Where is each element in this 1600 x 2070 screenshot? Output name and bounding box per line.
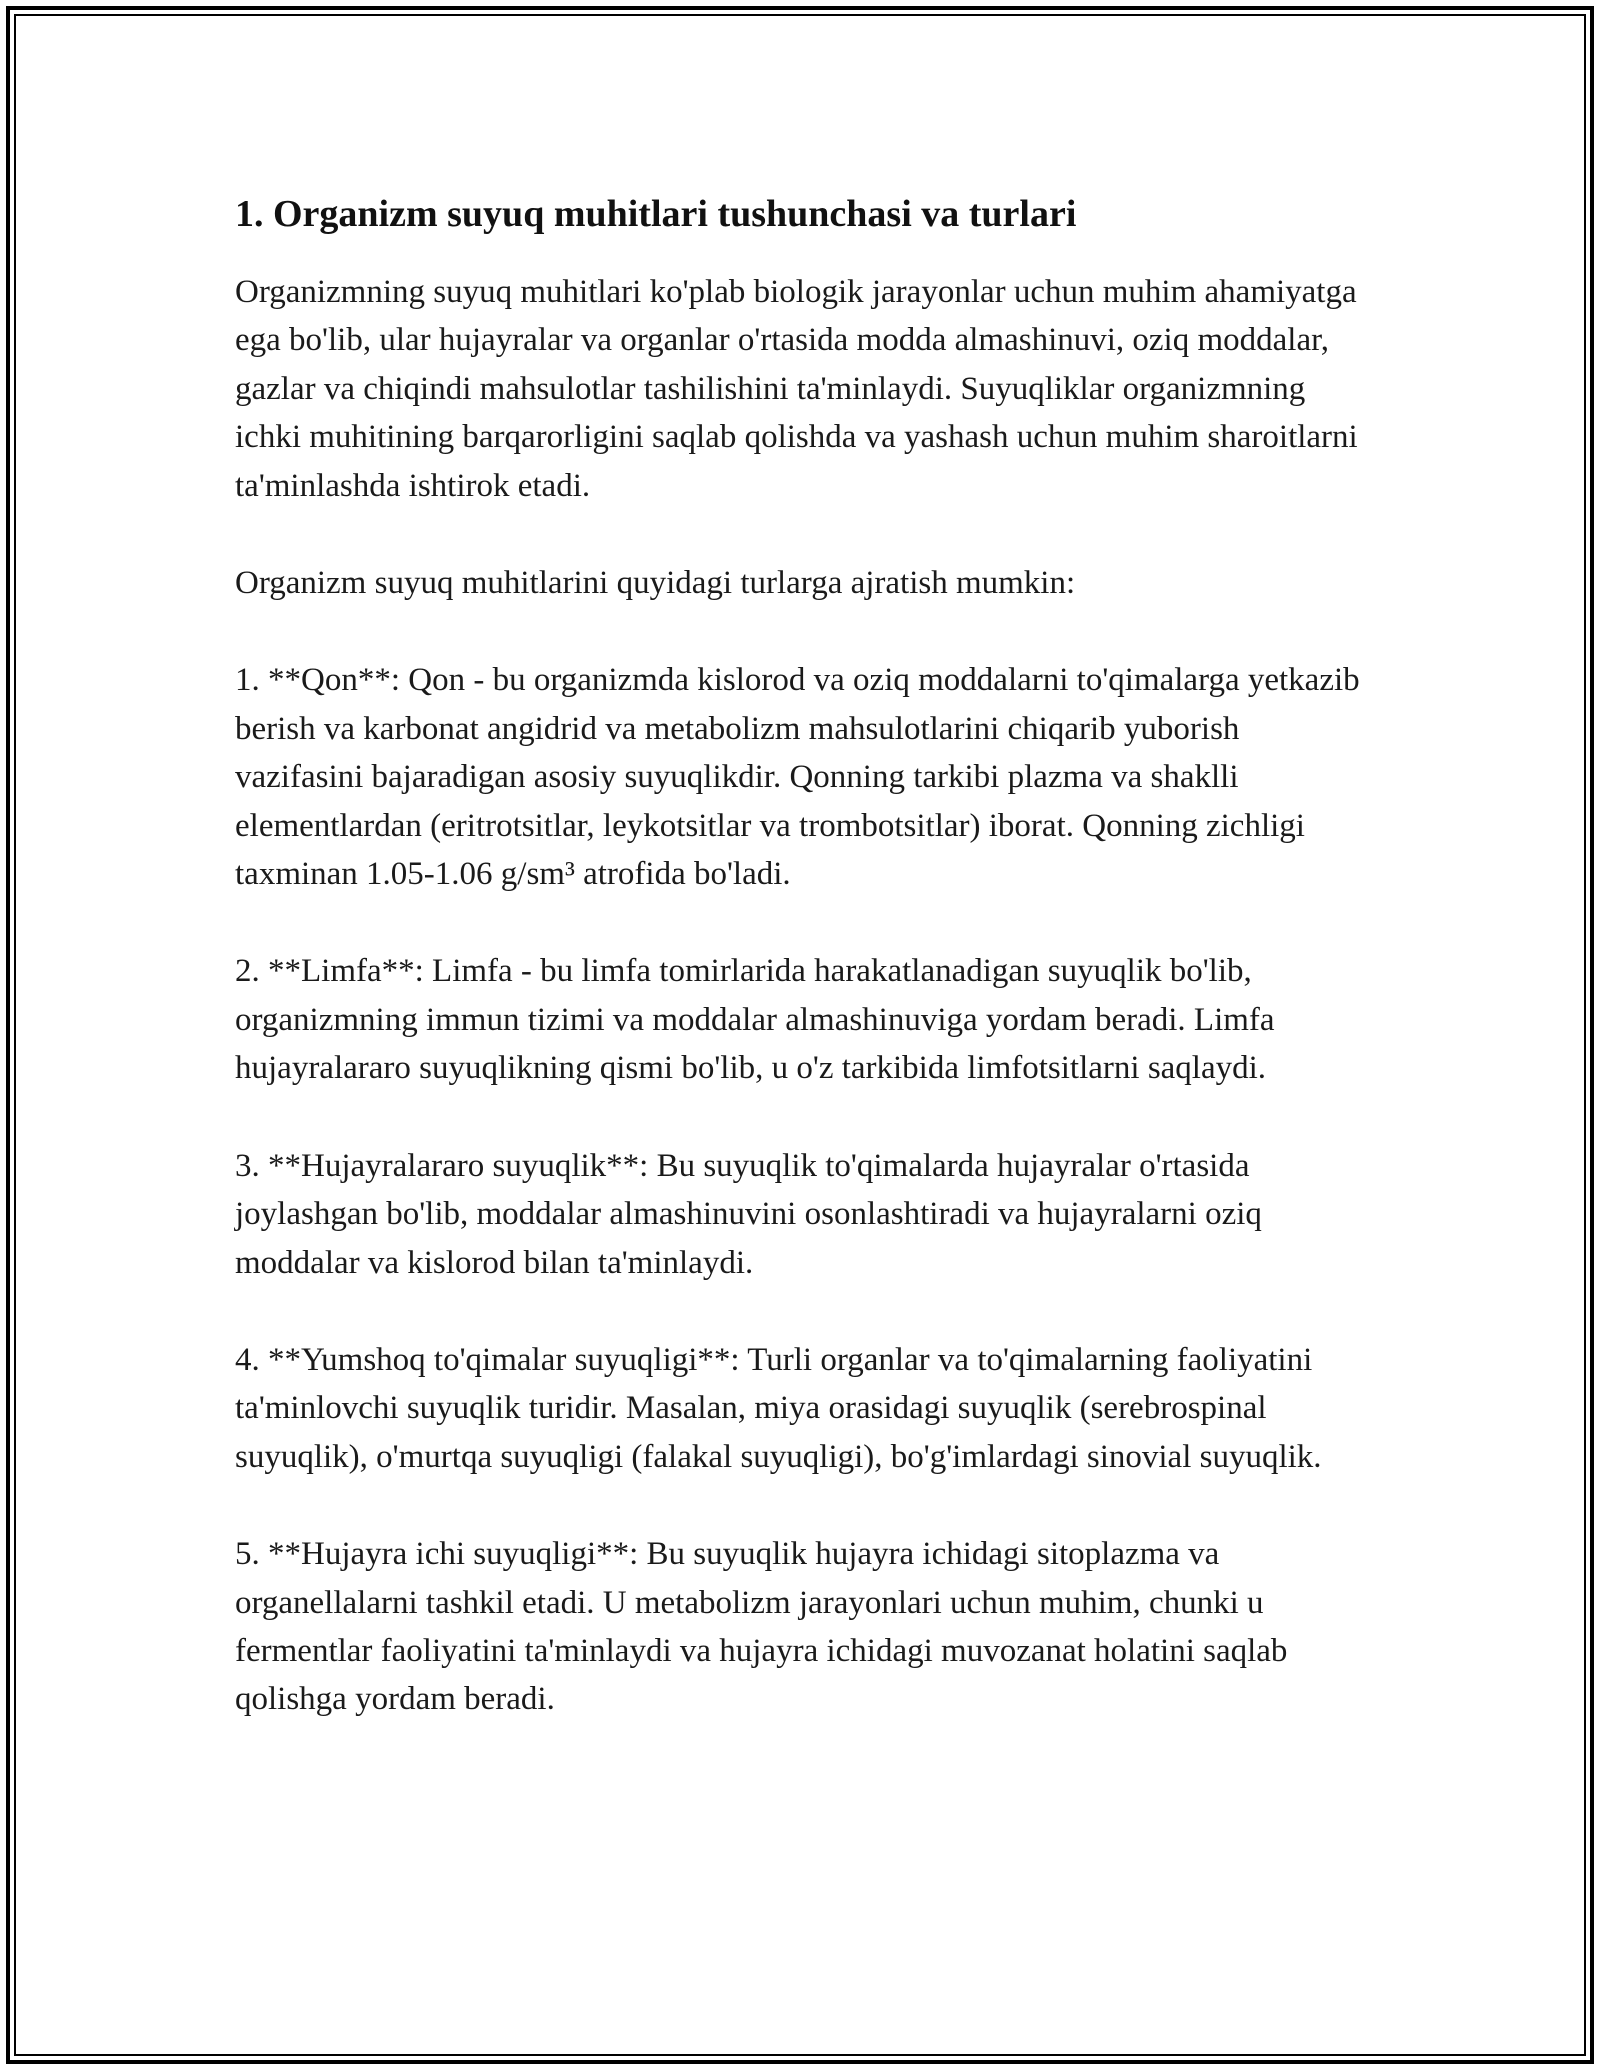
list-item-yumshoq-toqimalar-suyuqligi: 4. **Yumshoq to'qimalar suyuqligi**: Turli organlar va to'qimalarning faoliyatini ta'minlovchi suyuqlik turidir. Masalan, miya orasidagi suyuqlik (serebrospinal suyuqlik), o'murtqa suyuqligi (falakal suyuqligi), bo'g'imlardagi sinovial suyuqlik.	[235, 1341, 1322, 1475]
document-body	[235, 188, 1375, 1773]
list-item-qon: 1. **Qon**: Qon - bu organizmda kislorod va oziq moddalarni to'qimalarga yetkazib berish va karbonat angidrid va metabolizm mahsulotlarini chiqarib yuborish vazifasini bajaradigan asosiy suyuqlikdir. Qonning tarkibi plazma va shaklli elementlardan (eritrotsitlar, leykotsitlar va trombotsitlar) iborat. Qonning zichligi taxminan 1.05-1.06 g/sm³ atrofida bo'ladi.	[235, 662, 1360, 893]
list-item-limfa: 2. **Limfa**: Limfa - bu limfa tomirlarida harakatlanadigan suyuqlik bo'lib, organizmning immun tizimi va moddalar almashinuviga yordam beradi. Limfa hujayralararo suyuqlikning qismi bo'lib, u o'z tarkibida limfotsitlarni saqlaydi.	[235, 953, 1275, 1087]
types-intro-paragraph: Organizm suyuq muhitlarini quyidagi turlarga ajratish mumkin:	[235, 565, 1076, 602]
list-item-hujayralararo-suyuqlik: 3. **Hujayralararo suyuqlik**: Bu suyuqlik to'qimalarda hujayralar o'rtasida joylashgan bo'lib, moddalar almashinuvini osonlashtiradi va hujayralarni oziq moddalar va kislorod bilan ta'minlaydi.	[235, 1147, 1262, 1281]
intro-paragraph: Organizmning suyuq muhitlari ko'plab biologik jarayonlar uchun muhim ahamiyatga ega bo'lib, ular hujayralar va organlar o'rtasida modda almashinuvi, oziq moddalar, gazlar va chiqindi mahsulotlar tashilishini ta'minlaydi. Suyuqliklar organizmning ichki muhitining barqarorligini saqlab qolishda va yashash uchun muhim sharoitlarni ta'minlashda ishtirok etadi.	[235, 274, 1358, 504]
section-title: 1. Organizm suyuq muhitlari tushunchasi va turlari	[235, 193, 1077, 235]
list-item-hujayra-ichi-suyuqligi: 5. **Hujayra ichi suyuqligi**: Bu suyuqlik hujayra ichidagi sitoplazma va organellalarni tashkil etadi. U metabolizm jarayonlari uchun muhim, chunki u fermentlar faoliyatini ta'minlaydi va hujayra ichidagi muvozanat holatini saqlab qolishga yordam beradi.	[235, 1536, 1288, 1718]
